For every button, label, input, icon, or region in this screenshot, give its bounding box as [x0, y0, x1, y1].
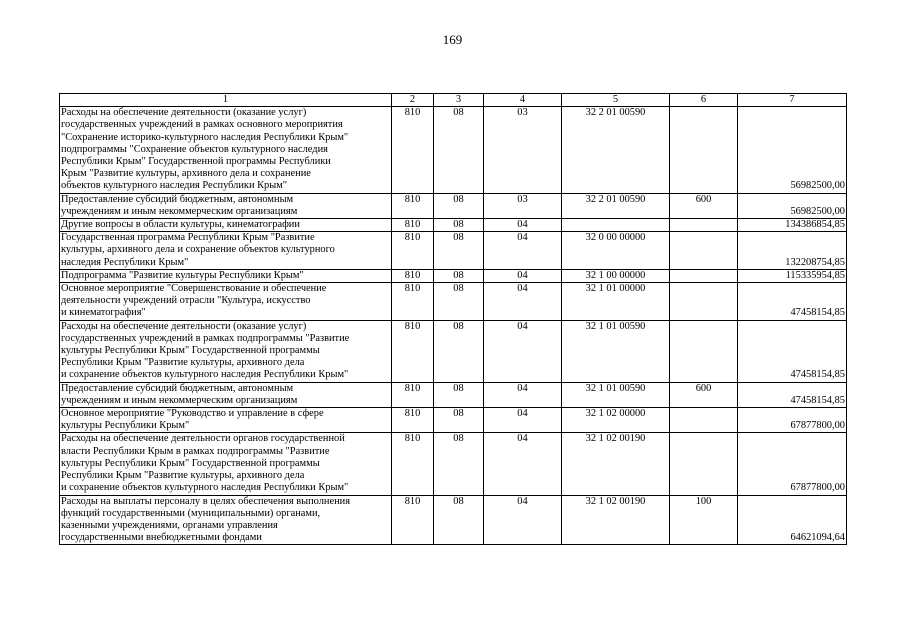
subsection-code: 04 — [484, 433, 562, 495]
ministry-code: 810 — [392, 408, 434, 433]
description-line: Подпрограмма "Развитие культуры Республики Крым" — [61, 269, 304, 281]
column-header: 4 — [484, 94, 562, 107]
table-row — [60, 219, 847, 232]
description-line: Предоставление субсидий бюджетным, автономным — [61, 382, 294, 394]
description-line: Основное мероприятие "Совершенствование и обеспечение — [61, 283, 327, 295]
expense-type-code — [670, 433, 738, 495]
target-article-code: 32 1 02 00000 — [562, 408, 670, 433]
description-line: культуры Республики Крым" Государственной программы — [61, 457, 320, 469]
table-row — [60, 283, 847, 321]
table-row — [60, 495, 847, 545]
row-description — [60, 495, 392, 545]
amount: 47458154,85 — [738, 283, 847, 321]
expense-type-code: 600 — [670, 193, 738, 218]
section-code: 08 — [434, 408, 484, 433]
column-header: 1 — [60, 94, 392, 107]
target-article-code: 32 1 02 00190 — [562, 433, 670, 495]
description-line: "Сохранение историко-культурного наследия Республики Крым" — [61, 131, 349, 143]
row-description — [60, 232, 392, 270]
amount: 47458154,85 — [738, 320, 847, 382]
expense-type-code — [670, 408, 738, 433]
subsection-code: 04 — [484, 320, 562, 382]
ministry-code: 810 — [392, 433, 434, 495]
description-line: Расходы на обеспечение деятельности органов государственной — [61, 433, 345, 445]
description-line: и сохранение объектов культурного наследия Республики Крым" — [61, 369, 349, 381]
target-article-code: 32 2 01 00590 — [562, 193, 670, 218]
target-article-code — [562, 219, 670, 232]
ministry-code: 810 — [392, 269, 434, 282]
table-row — [60, 408, 847, 433]
amount: 132208754,85 — [738, 232, 847, 270]
expense-type-code — [670, 269, 738, 282]
row-description — [60, 269, 392, 282]
expense-type-code — [670, 219, 738, 232]
row-description — [60, 219, 392, 232]
expense-type-code — [670, 283, 738, 321]
table-row — [60, 107, 847, 193]
subsection-code: 03 — [484, 107, 562, 193]
table-row — [60, 232, 847, 270]
target-article-code: 32 1 01 00000 — [562, 283, 670, 321]
description-line: деятельности учреждений отрасли "Культура, искусство — [61, 295, 311, 307]
section-code: 08 — [434, 193, 484, 218]
table-body — [60, 107, 847, 545]
column-header: 7 — [738, 94, 847, 107]
target-article-code: 32 1 01 00590 — [562, 382, 670, 407]
description-line: и кинематография" — [61, 307, 146, 319]
target-article-code: 32 0 00 00000 — [562, 232, 670, 270]
subsection-code: 03 — [484, 193, 562, 218]
section-code: 08 — [434, 283, 484, 321]
description-line: Крым "Развитие культуры, архивного дела и сохранение — [61, 168, 311, 180]
description-line: наследия Республики Крым" — [61, 256, 189, 268]
description-line: Республики Крым" Государственной программы Республики — [61, 156, 331, 168]
description-line: власти Республики Крым в рамках подпрограммы "Развитие — [61, 445, 330, 457]
description-line: культуры, архивного дела и сохранение объектов культурного — [61, 244, 335, 256]
description-line: Основное мероприятие "Руководство и управление в сфере — [61, 408, 324, 420]
description-line: функций государственными (муниципальными) органами, — [61, 507, 321, 519]
page-number: 169 — [442, 32, 463, 47]
column-header: 3 — [434, 94, 484, 107]
expense-type-code — [670, 320, 738, 382]
subsection-code: 04 — [484, 408, 562, 433]
description-line: Расходы на обеспечение деятельности (оказание услуг) — [61, 107, 307, 119]
row-description — [60, 408, 392, 433]
ministry-code: 810 — [392, 232, 434, 270]
ministry-code: 810 — [392, 320, 434, 382]
subsection-code: 04 — [484, 219, 562, 232]
table-row — [60, 269, 847, 282]
table-row — [60, 382, 847, 407]
row-description — [60, 433, 392, 495]
description-line: Другие вопросы в области культуры, кинематографии — [61, 219, 300, 231]
section-code: 08 — [434, 320, 484, 382]
row-description — [60, 107, 392, 193]
section-code: 08 — [434, 219, 484, 232]
section-code: 08 — [434, 382, 484, 407]
amount: 47458154,85 — [738, 382, 847, 407]
description-line: культуры Республики Крым" — [61, 420, 190, 432]
subsection-code: 04 — [484, 495, 562, 545]
description-line: Республики Крым "Развитие культуры, архивного дела — [61, 357, 305, 369]
table-row — [60, 193, 847, 218]
amount: 67877800,00 — [738, 408, 847, 433]
section-code: 08 — [434, 433, 484, 495]
section-code: 08 — [434, 495, 484, 545]
description-line: объектов культурного наследия Республики Крым" — [61, 180, 288, 192]
amount: 64621094,64 — [738, 495, 847, 545]
target-article-code: 32 1 01 00590 — [562, 320, 670, 382]
description-line: государственных учреждений в рамках подпрограммы "Развитие — [61, 332, 350, 344]
column-header: 5 — [562, 94, 670, 107]
column-header: 2 — [392, 94, 434, 107]
row-description — [60, 382, 392, 407]
target-article-code: 32 1 00 00000 — [562, 269, 670, 282]
ministry-code: 810 — [392, 193, 434, 218]
expense-type-code: 600 — [670, 382, 738, 407]
subsection-code: 04 — [484, 382, 562, 407]
expense-type-code — [670, 107, 738, 193]
subsection-code: 04 — [484, 283, 562, 321]
description-line: культуры Республики Крым" Государственной программы — [61, 345, 320, 357]
table-row — [60, 320, 847, 382]
description-line: Расходы на выплаты персоналу в целях обеспечения выполнения — [61, 495, 350, 507]
amount: 134386854,85 — [738, 219, 847, 232]
target-article-code: 32 2 01 00590 — [562, 107, 670, 193]
section-code: 08 — [434, 232, 484, 270]
column-header: 6 — [670, 94, 738, 107]
description-line: Расходы на обеспечение деятельности (оказание услуг) — [61, 320, 307, 332]
row-description — [60, 320, 392, 382]
section-code: 08 — [434, 269, 484, 282]
expense-type-code — [670, 232, 738, 270]
description-line: государственными внебюджетными фондами — [61, 532, 262, 544]
ministry-code: 810 — [392, 495, 434, 545]
ministry-code: 810 — [392, 107, 434, 193]
description-line: Республики Крым "Развитие культуры, архивного дела — [61, 470, 305, 482]
description-line: и сохранение объектов культурного наследия Республики Крым" — [61, 482, 349, 494]
ministry-code: 810 — [392, 382, 434, 407]
expense-type-code: 100 — [670, 495, 738, 545]
table-header-row — [60, 94, 847, 107]
row-description — [60, 193, 392, 218]
description-line: учреждениям и иным некоммерческим организациям — [61, 394, 298, 406]
ministry-code: 810 — [392, 219, 434, 232]
ministry-code: 810 — [392, 283, 434, 321]
amount: 115335954,85 — [738, 269, 847, 282]
description-line: государственных учреждений в рамках основного мероприятия — [61, 119, 343, 131]
row-description — [60, 283, 392, 321]
subsection-code: 04 — [484, 232, 562, 270]
amount: 56982500,00 — [738, 107, 847, 193]
table-row — [60, 433, 847, 495]
target-article-code: 32 1 02 00190 — [562, 495, 670, 545]
budget-table — [59, 93, 847, 545]
description-line: казенными учреждениями, органами управления — [61, 519, 278, 531]
amount: 67877800,00 — [738, 433, 847, 495]
description-line: учреждениям и иным некоммерческим организациям — [61, 205, 298, 217]
description-line: подпрограммы "Сохранение объектов культурного наследия — [61, 143, 328, 155]
amount: 56982500,00 — [738, 193, 847, 218]
section-code: 08 — [434, 107, 484, 193]
description-line: Предоставление субсидий бюджетным, автономным — [61, 193, 294, 205]
subsection-code: 04 — [484, 269, 562, 282]
description-line: Государственная программа Республики Крым "Развитие — [61, 232, 315, 244]
